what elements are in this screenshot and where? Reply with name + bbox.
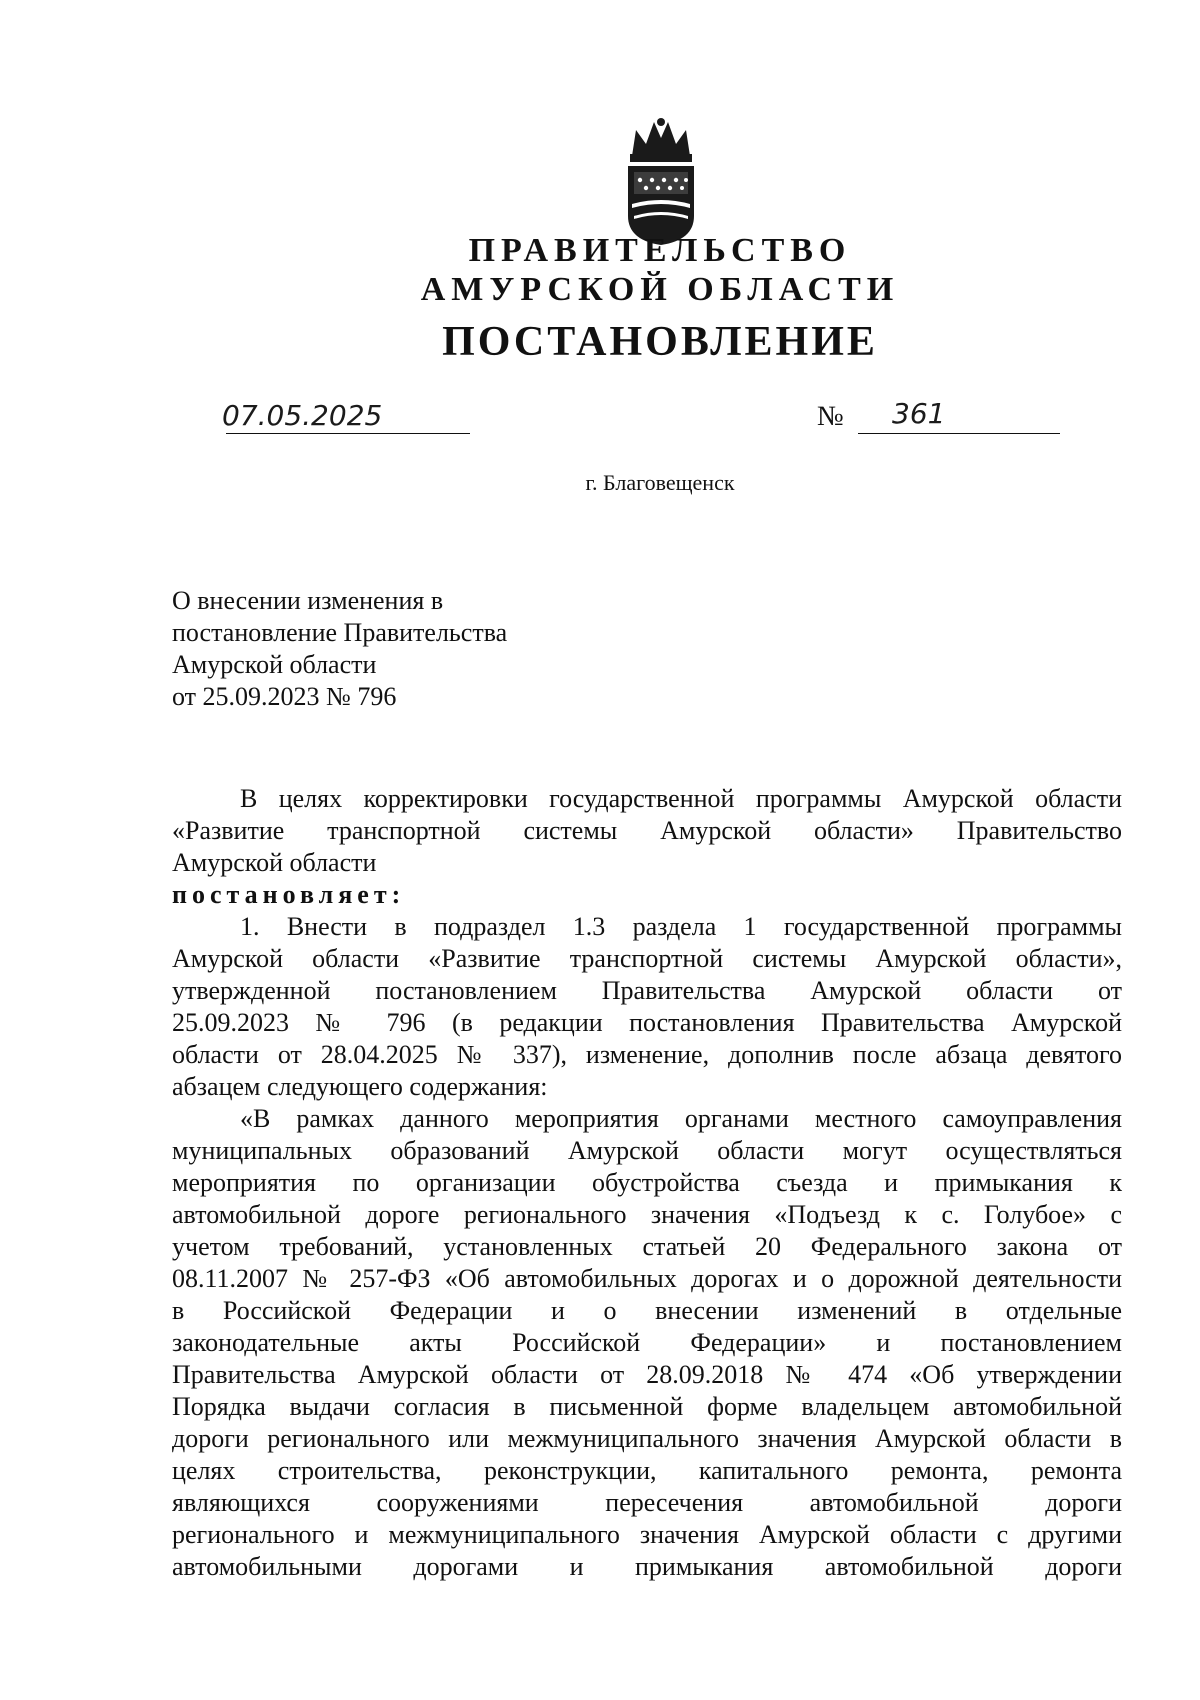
org-name-line1: ПРАВИТЕЛЬСТВО bbox=[468, 232, 852, 269]
document-subject bbox=[172, 585, 507, 713]
body-line: абзацем следующего содержания: bbox=[172, 1072, 548, 1101]
body-line: 08.11.2007 № 257-ФЗ «Об автомобильных дорогах и о дорожной деятельности bbox=[172, 1264, 1122, 1293]
document-body bbox=[172, 783, 1122, 1583]
document-number: 361 bbox=[892, 397, 946, 430]
body-line: учетом требований, установленных статьей 20 Федерального закона от bbox=[172, 1232, 1122, 1261]
subject-line: О внесении изменения в bbox=[172, 586, 444, 615]
date-underline bbox=[226, 433, 470, 434]
body-line: в Российской Федерации и о внесении изменений в отдельные bbox=[172, 1296, 1122, 1325]
body-line: Порядка выдачи согласия в письменной форме владельцем автомобильной bbox=[172, 1392, 1122, 1421]
number-sign: № bbox=[817, 401, 844, 432]
body-line: являющихся сооружениями пересечения автомобильной дороги bbox=[172, 1488, 1122, 1517]
body-line: Правительства Амурской области от 28.09.2018 № 474 «Об утверждении bbox=[172, 1360, 1122, 1389]
coat-of-arms-icon bbox=[622, 116, 700, 246]
body-line: целях строительства, реконструкции, капитального ремонта, ремонта bbox=[172, 1456, 1122, 1485]
body-line: «Развитие транспортной системы Амурской области» Правительство bbox=[172, 816, 1122, 845]
body-line: регионального и межмуниципального значения Амурской области с другими bbox=[172, 1520, 1122, 1549]
subject-line: Амурской области bbox=[172, 650, 377, 679]
body-line: Амурской области bbox=[172, 848, 377, 877]
body-line: 25.09.2023 № 796 (в редакции постановления Правительства Амурской bbox=[172, 1008, 1122, 1037]
body-line: муниципальных образований Амурской области могут осуществляться bbox=[172, 1136, 1122, 1165]
body-line: законодательные акты Российской Федерации» и постановлением bbox=[172, 1328, 1122, 1357]
document-date: 07.05.2025 bbox=[222, 399, 383, 432]
body-line: автомобильной дороге регионального значения «Подъезд к с. Голубое» с bbox=[172, 1200, 1122, 1229]
body-line: утвержденной постановлением Правительства Амурской области от bbox=[172, 976, 1122, 1005]
body-line: дороги регионального или межмуниципального значения Амурской области в bbox=[172, 1424, 1122, 1453]
body-line: 1. Внести в подраздел 1.3 раздела 1 государственной программы bbox=[240, 912, 1122, 941]
subject-line: постановление Правительства bbox=[172, 618, 508, 647]
body-line: В целях корректировки государственной программы Амурской области bbox=[240, 784, 1122, 813]
body-line: области от 28.04.2025 № 337), изменение, дополнив после абзаца девятого bbox=[172, 1040, 1122, 1069]
subject-line: от 25.09.2023 № 796 bbox=[172, 682, 397, 711]
document-type-title: ПОСТАНОВЛЕНИЕ bbox=[442, 319, 878, 365]
body-line: мероприятия по организации обустройства съезда и примыкания к bbox=[172, 1168, 1122, 1197]
body-line: «В рамках данного мероприятия органами местного самоуправления bbox=[240, 1104, 1122, 1133]
body-line: Амурской области «Развитие транспортной системы Амурской области», bbox=[172, 944, 1122, 973]
number-underline bbox=[858, 433, 1060, 434]
decree-word: постановляет: bbox=[172, 880, 406, 909]
org-name-line2: АМУРСКОЙ ОБЛАСТИ bbox=[420, 271, 900, 308]
city-line: г. Благовещенск bbox=[585, 470, 735, 495]
body-line: автомобильными дорогами и примыкания автомобильной дороги bbox=[172, 1552, 1122, 1581]
